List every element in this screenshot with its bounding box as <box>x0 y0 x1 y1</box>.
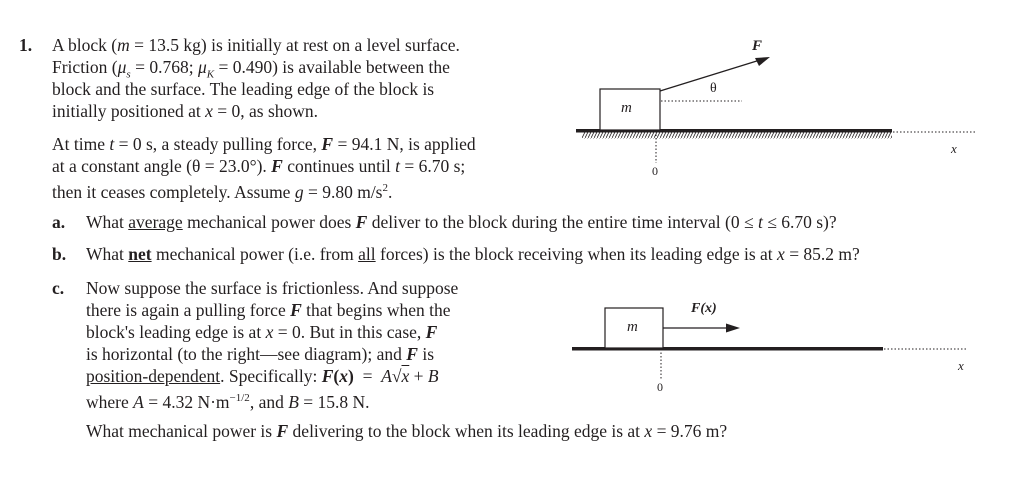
force-line-2: at a constant angle (θ = 23.0°). F continues until t = 6.70 s; <box>52 156 466 176</box>
part-c-question: What mechanical power is F delivering to the block when its leading edge is at x = 9.76 m? <box>86 421 728 441</box>
force-line-1: At time t = 0 s, a steady pulling force, F = 94.1 N, is applied <box>52 134 476 154</box>
axis-label-1: x <box>951 141 957 156</box>
intro-line-2: Friction ($\mu_s = 0.768$; $\mu_K = 0.490$) is available between the <box>52 57 450 81</box>
part-c-line-4: is horizontal (to the right—see diagram); and F is <box>86 344 435 364</box>
axis-label-2: x <box>958 358 964 373</box>
part-b-question: What net mechanical power (i.e. from all forces) is the block receiving when its leading edge is at x = 85.2 m? <box>86 244 860 264</box>
part-c-line-2: there is again a pulling force F that begins when the <box>86 300 451 320</box>
part-c-label: c. <box>52 278 65 298</box>
origin-label-1: 0 <box>652 164 658 178</box>
problem-number: 1. <box>19 35 33 55</box>
intro-line-1: A block (m = 13.5 kg) is initially at rest on a level surface. <box>52 35 460 55</box>
part-c-line-3: block's leading edge is at x = 0. But in this case, F <box>86 322 438 342</box>
part-a-question: What average mechanical power does F deliver to the block during the entire time interval (0 ≤ t ≤ 6.70 s)? <box>86 212 837 232</box>
angle-label: θ <box>710 81 717 96</box>
part-c-line-6: where A = 4.32 $N\cdot m^{-1/2}$, and B = 15.8 N. <box>86 391 370 412</box>
mass-label-1: m <box>621 100 632 116</box>
mass-label-2: m <box>627 319 638 335</box>
part-b-label: b. <box>52 244 67 264</box>
intro-line-3: block and the surface. The leading edge of the block is <box>52 79 435 99</box>
force-label-2: F(x) <box>691 301 717 316</box>
part-a-label: a. <box>52 212 66 232</box>
part-c-line-1: Now suppose the surface is frictionless. And suppose <box>86 278 459 298</box>
force-label-1: F <box>752 38 763 54</box>
intro-line-4: initially positioned at x = 0, as shown. <box>52 101 319 121</box>
origin-label-2: 0 <box>657 380 663 394</box>
force-line-3: then it ceases completely. Assume g = 9.80 $m/s^2$. <box>52 181 393 202</box>
part-c-line-5: position-dependent. Specifically: F(x) = A√x + B <box>86 366 439 386</box>
force-arrowhead-2 <box>726 324 740 333</box>
